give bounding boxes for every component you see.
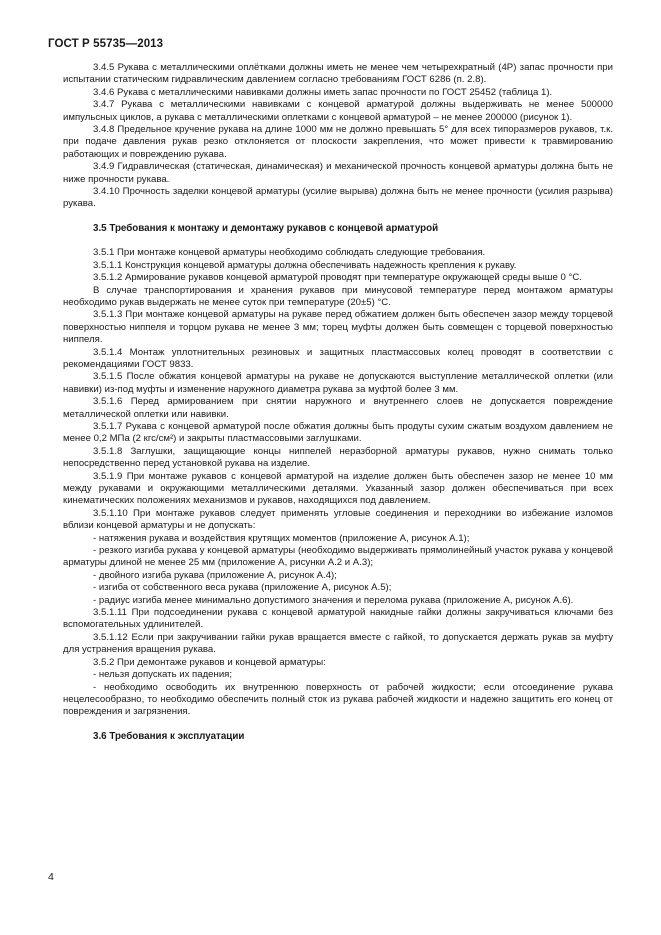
paragraph-3-4-8: 3.4.8 Предельное кручение рукава на длине 1000 мм не должно превышать 5° для всех типоразмеров рукавов, т.к. при подаче давления рукав резко отклоняется от плоскости закрепления, что может привести к травмированию работающих и повреждению рукава. (63, 124, 613, 160)
paragraph-3-5-1-10: 3.5.1.10 При монтаже рукавов следует применять угловые соединения и переходники во избежание изломов вблизи концевой арматуры и не допускать: (63, 507, 613, 532)
paragraph-3-4-10: 3.4.10 Прочность заделки концевой арматуры (усилие вырыва) должна быть не менее прочности (усилия разрыва) рукава. (63, 186, 613, 210)
paragraph-3-5-1-5: 3.5.1.5 После обжатия концевой арматуры на рукаве не допускаются выступление металлической оплетки (или навивки) из-под муфты и изменение наружного диаметра рукава за муфтой более 3 мм. (63, 371, 613, 395)
paragraph-3-5-1: 3.5.1 При монтаже концевой арматуры необходимо соблюдать следующие требования. (93, 247, 486, 259)
paragraph-3-4-5: 3.4.5 Рукава с металлическими оплётками должны иметь не менее чем четырехкратный (4Р) запас прочности при испытании статическим гидравлическим давлением согласно требованиям ГОСТ 6286 (п. 2.8). (63, 62, 613, 86)
paragraph-3-4-9: 3.4.9 Гидравлическая (статическая, динамическая) и механической прочность концевой арматуры должна быть не ниже прочности рукава. (63, 161, 613, 185)
document-header: ГОСТ Р 55735—2013 (48, 38, 164, 50)
paragraph-transport-storage: В случае транспортирования и хранения рукавов при минусовой температуре перед монтажом арматуры необходимо рукав выдержать не менее суток при температуре (20±5) °С. (63, 284, 613, 308)
section-heading-3-5: 3.5 Требования к монтажу и демонтажу рукавов с концевой арматурой (93, 222, 439, 234)
paragraph-3-5-1-2: 3.5.1.2 Армирование рукавов концевой арматурой проводят при температуре окружающей среды выше 0 °С. (93, 272, 582, 284)
list-item-sharp-bend: - резкого изгиба рукава у концевой арматуры (необходимо выдерживать прямолинейный участок рукава у концевой арматуры длиной не менее 25 мм (приложение А, рисунки А.2 и А.3); (63, 545, 613, 569)
list-item-bend-radius: - радиус изгиба менее минимально допустимого значения и перелома рукава (приложение А, рисунок А.6). (93, 594, 574, 606)
paragraph-3-5-1-3: 3.5.1.3 При монтаже концевой арматуры на рукаве перед обжатием должен быть обеспечен зазор между торцевой поверхностью ниппеля и торцом рукава не менее 3 мм; торец муфты должен быть совмещен с торцевой поверхностью ниппеля. (63, 309, 613, 346)
paragraph-3-5-1-4: 3.5.1.4 Монтаж уплотнительных резиновых и защитных пластмассовых колец проводят в соответствии с рекомендациями ГОСТ 9833. (63, 346, 613, 370)
list-item-tension: - натяжения рукава и воздействия крутящих моментов (приложение А, рисунок А.1); (93, 532, 470, 544)
list-item-own-weight-bend: - изгиба от собственного веса рукава (приложение А, рисунок А.5); (93, 582, 392, 594)
paragraph-3-5-1-6: 3.5.1.6 Перед армированием при снятии наружного и внутреннего слоев не допускается повреждение металлической оплетки или навивки. (63, 396, 613, 420)
paragraph-3-4-7: 3.4.7 Рукава с металлическими навивками с концевой арматурой должны выдерживать не менее 500000 импульсных циклов, а рукава с металлическими оплетками с концевой арматурой – не менее 200000 (рисунок 1). (63, 99, 613, 123)
paragraph-3-4-6: 3.4.6 Рукава с металлическими навивками должны иметь запас прочности по ГОСТ 25452 (таблица 1). (93, 86, 553, 98)
paragraph-3-5-1-7: 3.5.1.7 Рукава с концевой арматурой после обжатия должны быть продуты сухим сжатым воздухом давлением не менее 0,2 МПа (2 кгс/см²) и закрыты пластмассовыми заглушками. (63, 420, 613, 445)
paragraph-3-5-2: 3.5.2 При демонтаже рукавов и концевой арматуры: (93, 656, 326, 668)
section-heading-3-6: 3.6 Требования к эксплуатации (93, 730, 245, 742)
list-item-double-bend: - двойного изгиба рукава (приложение А, рисунок А.4); (93, 569, 337, 581)
page-content (63, 62, 613, 743)
paragraph-3-5-1-1: 3.5.1.1 Конструкция концевой арматуры должна обеспечивать надежность крепления к рукаву. (93, 259, 517, 271)
list-item-drain-fluid: - необходимо освободить их внутреннюю поверхность от рабочей жидкости; если отсоединение рукава нецелесообразно, то необходимо обеспечить полный сток из рукава рабочей жидкости и надежно защитить его конец от повреждения и загрязнения. (63, 681, 613, 718)
page-number: 4 (48, 871, 54, 883)
paragraph-3-5-1-9: 3.5.1.9 При монтаже рукавов с концевой арматурой на изделие должен быть обеспечен зазор не менее 10 мм между рукавами и окружающими металлическими деталями. Указанный зазор должен обеспечиваться при всех кинематических положениях механизмов и рукавов, находящихся под давлением. (63, 470, 613, 507)
paragraph-3-5-1-11: 3.5.1.11 При подсоединении рукава с концевой арматурой накидные гайки должны закручиваться ключами без вспомогательных удлинителей. (63, 607, 613, 631)
paragraph-3-5-1-12: 3.5.1.12 Если при закручивании гайки рукав вращается вместе с гайкой, то допускается держать рукав за муфту для устранения вращения рукава. (63, 631, 613, 656)
list-item-no-dropping: - нельзя допускать их падения; (93, 669, 233, 681)
paragraph-3-5-1-8: 3.5.1.8 Заглушки, защищающие концы ниппелей неразборной арматуры рукавов, нужно снимать только непосредственно перед установкой рукава на изделие. (63, 445, 613, 470)
